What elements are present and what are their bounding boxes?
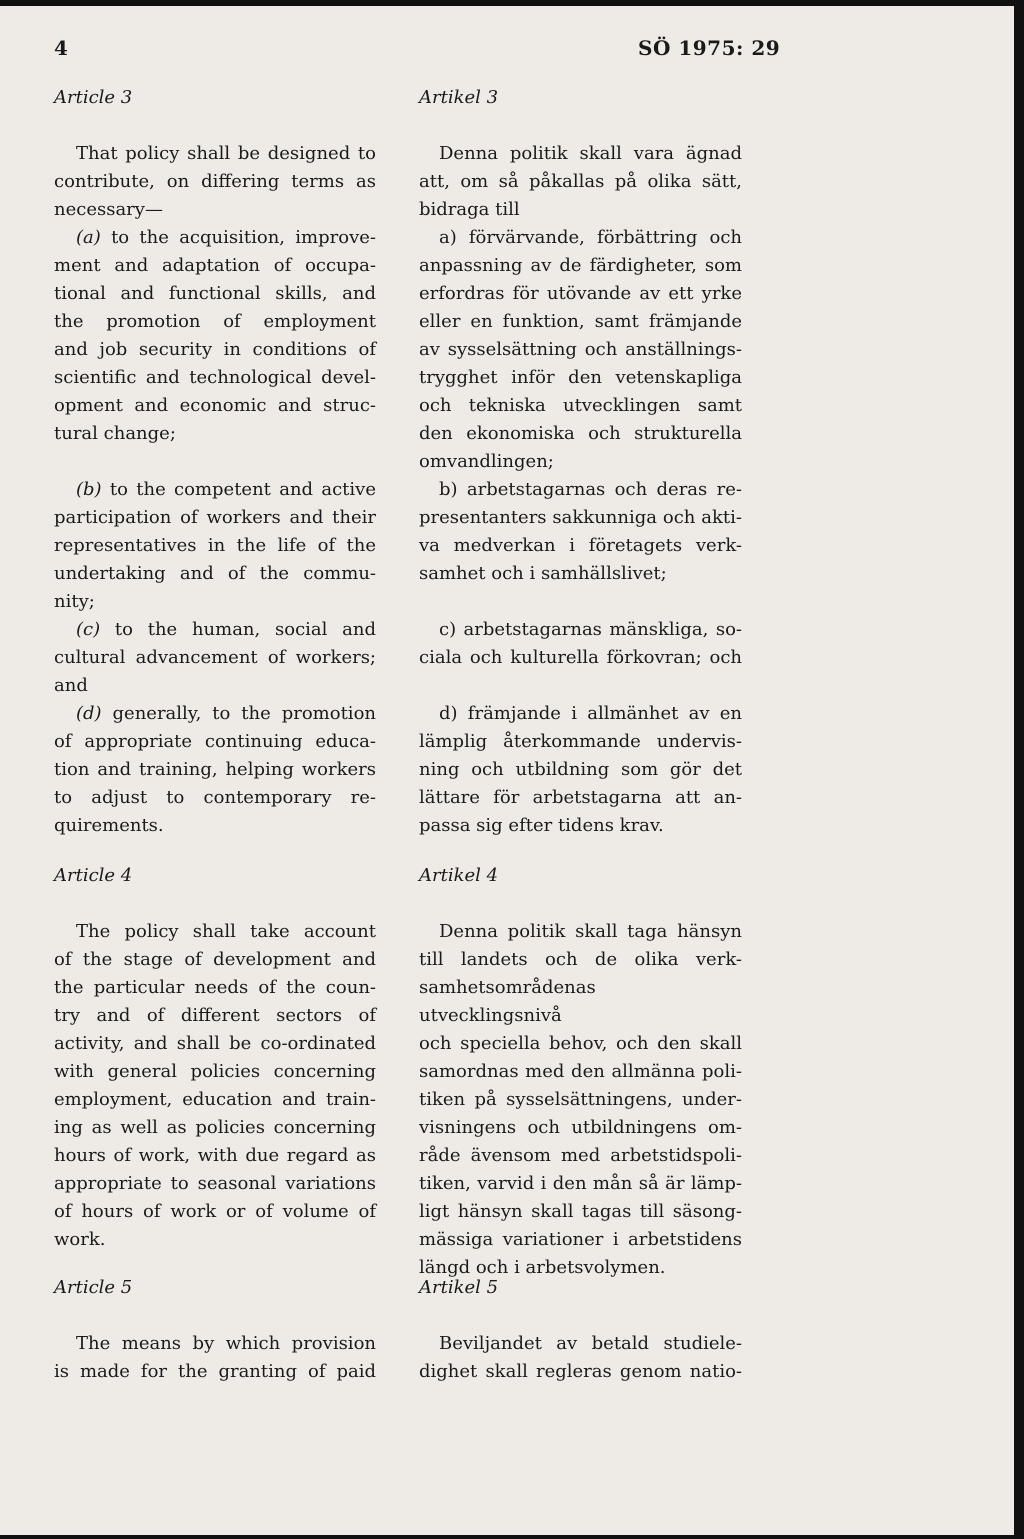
swedish-column (419, 84, 742, 840)
paragraph-line: tional and functional skills, and (54, 283, 376, 304)
paragraph-line: of the stage of development and (54, 949, 376, 970)
paragraph-line: nity; (54, 591, 95, 612)
paragraph-line: undertaking and of the commu- (54, 563, 376, 584)
paragraph-line: ing as well as policies concerning (54, 1117, 376, 1138)
paragraph-line: den ekonomiska och strukturella (419, 423, 742, 444)
paragraph-line: bidraga till (419, 199, 520, 220)
paragraph-line: ligt hänsyn skall tagas till säsong- (419, 1201, 742, 1222)
paragraph-line: trygghet inför den vetenskapliga (419, 367, 742, 388)
paragraph-line: samhet och i samhällslivet; (419, 563, 667, 584)
paragraph-line: participation of workers and their (54, 507, 376, 528)
paragraph-line: hours of work, with due regard as (54, 1145, 376, 1166)
paragraph-line: contribute, on differing terms as (54, 171, 376, 192)
swedish-artikel-4 (419, 862, 742, 1282)
clause-c-first-line: (c) to the human, social and (76, 619, 376, 640)
artikel-5-heading: Artikel 5 (419, 1277, 499, 1298)
clause-d-line: d) främjande i allmänhet av en (439, 703, 742, 724)
paragraph-line: opment and economic and struc- (54, 395, 376, 416)
article-4-heading: Article 4 (54, 865, 133, 886)
artikel-3-heading: Artikel 3 (419, 87, 499, 108)
paragraph-line: to adjust to contemporary re- (54, 787, 376, 808)
page-number: 4 (54, 36, 68, 60)
paragraph-line: dighet skall regleras genom natio- (419, 1361, 742, 1382)
clause-a-label: (a) (76, 227, 101, 248)
english-column (54, 84, 376, 840)
clause-d-label: (d) (76, 703, 102, 724)
artikel-4-heading: Artikel 4 (419, 865, 499, 886)
document-reference: SÖ 1975: 29 (638, 36, 781, 60)
paragraph-line: tural change; (54, 423, 176, 444)
article-3-heading: Article 3 (54, 87, 133, 108)
paragraph-line: presentanters sakkunniga och akti- (419, 507, 742, 528)
paragraph-line: employment, education and train- (54, 1089, 376, 1110)
paragraph-line: cultural advancement of workers; (54, 647, 376, 668)
clause-d-first-line: (d) generally, to the promotion (76, 703, 376, 724)
article-5-heading: Article 5 (54, 1277, 133, 1298)
paragraph-line: The means by which provision (76, 1333, 376, 1354)
paragraph-line: lättare för arbetstagarna att an- (419, 787, 742, 808)
clause-b-line: b) arbetstagarnas och deras re- (439, 479, 742, 500)
paragraph-line: erfordras för utövande av ett yrke (419, 283, 742, 304)
paragraph-line: necessary— (54, 199, 163, 220)
paragraph-line: ciala och kulturella förkovran; och (419, 647, 742, 668)
paragraph-line: och tekniska utvecklingen samt (419, 395, 742, 416)
paragraph-line: representatives in the life of the (54, 535, 376, 556)
paragraph-line: att, om så påkallas på olika sätt, (419, 171, 742, 192)
swedish-artikel-5 (419, 1274, 742, 1386)
paragraph-line: quirements. (54, 815, 164, 836)
paragraph-line: samordnas med den allmänna poli- (419, 1061, 742, 1082)
paragraph-line: omvandlingen; (419, 451, 554, 472)
paragraph-line: Denna politik skall vara ägnad (439, 143, 742, 164)
paragraph-line: lämplig återkommande undervis- (419, 731, 742, 752)
clause-c-label: (c) (76, 619, 101, 640)
paragraph-line: the particular needs of the coun- (54, 977, 376, 998)
clause-b-first-line: (b) to the competent and active (76, 479, 376, 500)
paragraph-line: samhetsområdenas utvecklingsnivå (419, 977, 596, 1026)
paragraph-line: tiken, varvid i den mån så är lämp- (419, 1173, 742, 1194)
paragraph-line: ning och utbildning som gör det (419, 759, 742, 780)
paragraph-line: work. (54, 1229, 106, 1250)
paragraph-line: passa sig efter tidens krav. (419, 815, 664, 836)
paragraph-line: Beviljandet av betald studiele- (439, 1333, 742, 1354)
paragraph-line: activity, and shall be co-ordinated (54, 1033, 376, 1054)
clause-a-line: a) förvärvande, förbättring och (439, 227, 742, 248)
english-article-5 (54, 1274, 376, 1386)
paragraph-line: va medverkan i företagets verk- (419, 535, 742, 556)
paragraph-line: Denna politik skall taga hänsyn (439, 921, 742, 942)
paragraph-line: tion and training, helping workers (54, 759, 376, 780)
paragraph-line: mässiga variationer i arbetstidens (419, 1229, 742, 1250)
paragraph-line: and job security in conditions of (54, 339, 376, 360)
paragraph-line: of appropriate continuing educa- (54, 731, 376, 752)
paragraph-line: of hours of work or of volume of (54, 1201, 376, 1222)
paragraph-line: and (54, 675, 88, 696)
paragraph-line: eller en funktion, samt främjande (419, 311, 742, 332)
paragraph-line: visningens och utbildningens om- (419, 1117, 742, 1138)
paragraph-line: längd och i arbetsvolymen. (419, 1257, 666, 1278)
paragraph-line: ment and adaptation of occupa- (54, 255, 376, 276)
paragraph-line: try and of different sectors of (54, 1005, 376, 1026)
paragraph-line: av sysselsättning och anställnings- (419, 339, 742, 360)
clause-a-first-line: (a) to the acquisition, improve- (76, 227, 376, 248)
paragraph-line: till landets och de olika verk- (419, 949, 742, 970)
english-article-4 (54, 862, 376, 1254)
paragraph-line: tiken på sysselsättningens, under- (419, 1089, 742, 1110)
paragraph-line: och speciella behov, och den skall (419, 1033, 742, 1054)
paragraph-line: råde ävensom med arbetstidspoli- (419, 1145, 742, 1166)
paragraph-line: is made for the granting of paid (54, 1361, 376, 1382)
paragraph-line: appropriate to seasonal variations (54, 1173, 376, 1194)
paragraph-line: the promotion of employment (54, 311, 376, 332)
paragraph-line: with general policies concerning (54, 1061, 376, 1082)
paragraph-line: anpassning av de färdigheter, som (419, 255, 742, 276)
paragraph-line: That policy shall be designed to (76, 143, 376, 164)
paragraph-line: The policy shall take account (76, 921, 376, 942)
clause-b-label: (b) (76, 479, 102, 500)
clause-c-line: c) arbetstagarnas mänskliga, so- (439, 619, 742, 640)
paragraph-line: scientific and technological devel- (54, 367, 376, 388)
